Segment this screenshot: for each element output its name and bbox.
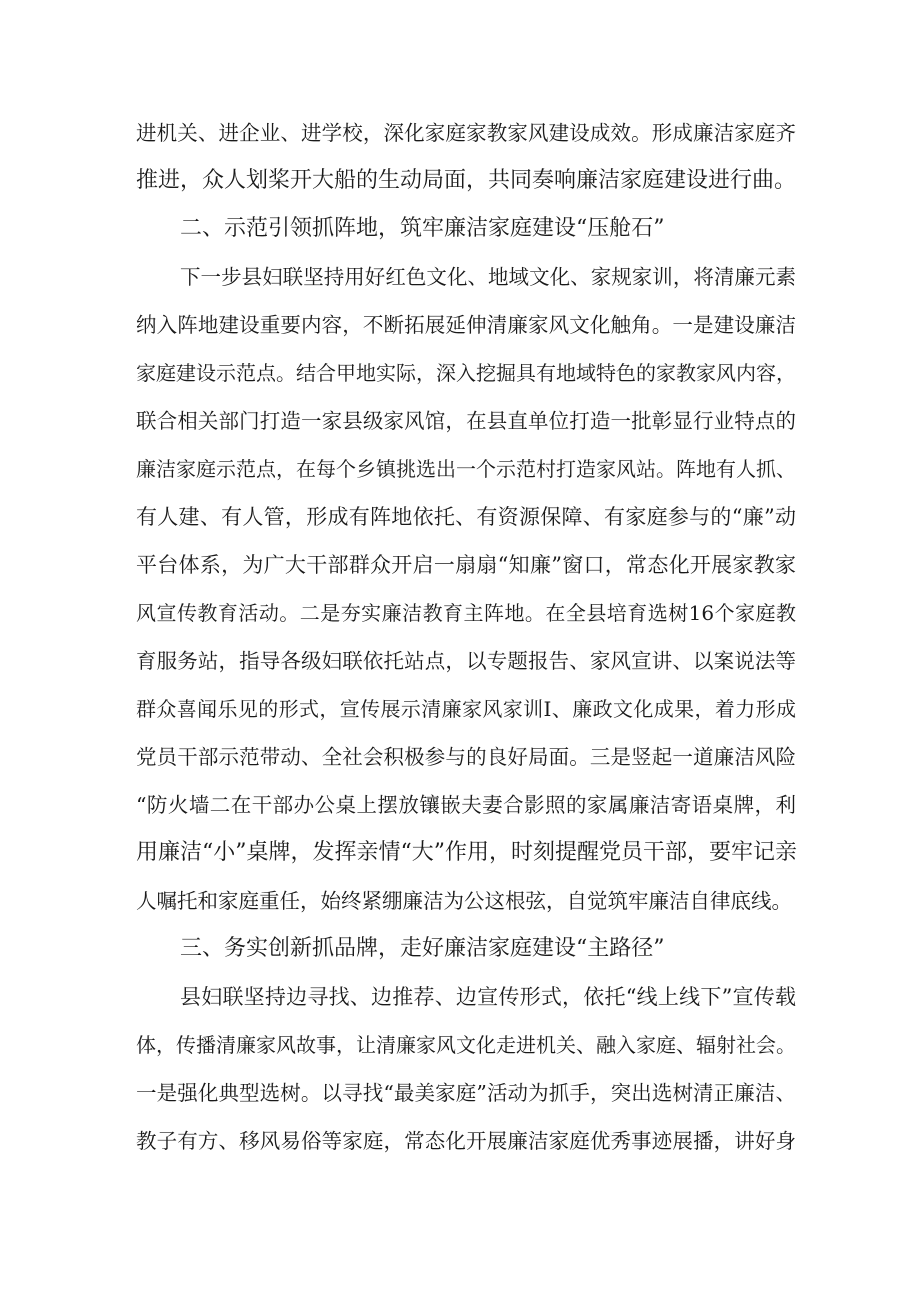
section-heading: 二、示范引领抓阵地，筑牢廉洁家庭建设“压舱石” — [180, 216, 665, 241]
paragraph-line: 平台体系，为广大干部群众开启一扇扇“知廉”窗口，常态化开展家教家 — [136, 553, 796, 577]
section-heading: 三、务实创新抓品牌，走好廉洁家庭建设“主路径” — [180, 936, 665, 961]
paragraph-line: 联合相关部门打造一家县级家风馆，在县直单位打造一批彰显行业特点的 — [136, 409, 796, 433]
paragraph-line: 人嘱托和家庭重任，始终紧绷廉洁为公这根弦，自觉筑牢廉洁自律底线。 — [136, 889, 792, 913]
paragraph-line: “防火墙二在干部办公桌上摆放镶嵌夫妻合影照的家属廉洁寄语桌牌，利 — [136, 793, 796, 817]
paragraph-line: 风宣传教育活动。二是夯实廉洁教育主阵地。在全县培育选树16个家庭教 — [136, 601, 796, 625]
paragraph-line: 下一步县妇联坚持用好红色文化、地域文化、家规家训，将清廉元素 — [180, 265, 796, 289]
paragraph-line: 纳入阵地建设重要内容，不断拓展延伸清廉家风文化触角。一是建设廉洁 — [136, 313, 796, 337]
paragraph-line: 体，传播清廉家风故事，让清廉家风文化走进机关、融入家庭、辐射社会。 — [136, 1033, 796, 1057]
paragraph-line: 一是强化典型选树。以寻找“最美家庭”活动为抓手，突出选树清正廉洁、 — [136, 1081, 796, 1105]
paragraph-line: 进机关、进企业、进学校，深化家庭家教家风建设成效。形成廉洁家庭齐 — [136, 121, 796, 145]
paragraph-line: 家庭建设示范点。结合甲地实际，深入挖掘具有地域特色的家教家风内容， — [136, 361, 796, 385]
paragraph-line: 廉洁家庭示范点，在每个乡镇挑选出一个示范村打造家风站。阵地有人抓、 — [136, 457, 796, 481]
paragraph-line: 推进，众人划桨开大船的生动局面，共同奏响廉洁家庭建设进行曲。 — [136, 168, 797, 193]
paragraph-line: 育服务站，指导各级妇联依托站点，以专题报告、家风宣讲、以案说法等 — [136, 649, 796, 673]
paragraph-line: 用廉洁“小”桌牌，发挥亲情“大”作用，时刻提醒党员干部，要牢记亲 — [136, 840, 797, 865]
paragraph-line: 县妇联坚持边寻找、边推荐、边宣传形式，依托“线上线下”宣传载 — [180, 985, 796, 1009]
paragraph-line: 有人建、有人管，形成有阵地依托、有资源保障、有家庭参与的“廉”动 — [136, 505, 796, 529]
paragraph-line: 群众喜闻乐见的形式，宣传展示清廉家风家训I、廉政文化成果，着力形成 — [136, 697, 796, 721]
paragraph-line: 党员干部示范带动、全社会积极参与的良好局面。三是竖起一道廉洁风险 — [136, 745, 796, 769]
paragraph-line: 教子有方、移风易俗等家庭，常态化开展廉洁家庭优秀事迹展播，讲好身 — [136, 1129, 796, 1153]
